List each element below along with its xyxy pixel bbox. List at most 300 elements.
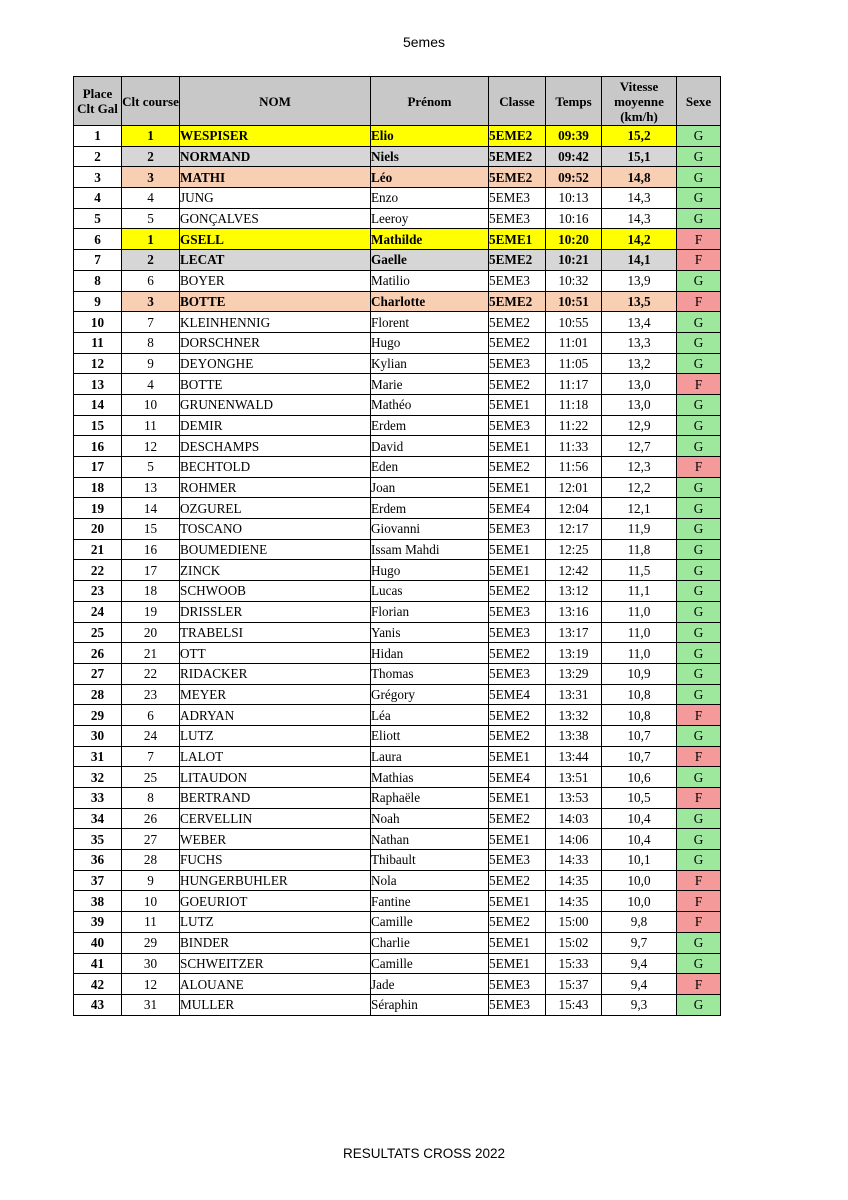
classe-cell: 5EME1 bbox=[489, 477, 546, 498]
table-row bbox=[74, 912, 721, 933]
clt-course-cell: 7 bbox=[122, 312, 180, 333]
clt-course-cell: 10 bbox=[122, 891, 180, 912]
nom-cell: BOTTE bbox=[180, 374, 371, 395]
nom-cell: LITAUDON bbox=[180, 767, 371, 788]
prenom-cell: Leeroy bbox=[371, 208, 489, 229]
vitesse-cell: 14,8 bbox=[602, 167, 677, 188]
nom-cell: GSELL bbox=[180, 229, 371, 250]
nom-cell: GRUNENWALD bbox=[180, 394, 371, 415]
table-row bbox=[74, 312, 721, 333]
sexe-cell: G bbox=[677, 850, 721, 871]
place-cell: 16 bbox=[74, 436, 122, 457]
classe-cell: 5EME1 bbox=[489, 436, 546, 457]
classe-cell: 5EME2 bbox=[489, 332, 546, 353]
vitesse-cell: 9,4 bbox=[602, 974, 677, 995]
nom-cell: ZINCK bbox=[180, 560, 371, 581]
clt-course-cell: 18 bbox=[122, 581, 180, 602]
place-cell: 30 bbox=[74, 725, 122, 746]
prenom-cell: Laura bbox=[371, 746, 489, 767]
clt-course-cell: 2 bbox=[122, 146, 180, 167]
classe-cell: 5EME2 bbox=[489, 312, 546, 333]
vitesse-cell: 11,0 bbox=[602, 622, 677, 643]
header-place: Place Clt Gal bbox=[74, 77, 122, 126]
prenom-cell: Gaelle bbox=[371, 250, 489, 271]
temps-cell: 13:31 bbox=[546, 684, 602, 705]
table-row bbox=[74, 332, 721, 353]
temps-cell: 11:33 bbox=[546, 436, 602, 457]
temps-cell: 15:33 bbox=[546, 953, 602, 974]
classe-cell: 5EME3 bbox=[489, 622, 546, 643]
clt-course-cell: 17 bbox=[122, 560, 180, 581]
temps-cell: 15:00 bbox=[546, 912, 602, 933]
prenom-cell: Niels bbox=[371, 146, 489, 167]
nom-cell: GONÇALVES bbox=[180, 208, 371, 229]
prenom-cell: Hidan bbox=[371, 643, 489, 664]
temps-cell: 12:42 bbox=[546, 560, 602, 581]
temps-cell: 13:32 bbox=[546, 705, 602, 726]
temps-cell: 09:42 bbox=[546, 146, 602, 167]
table-row bbox=[74, 643, 721, 664]
classe-cell: 5EME2 bbox=[489, 457, 546, 478]
temps-cell: 10:21 bbox=[546, 250, 602, 271]
vitesse-cell: 14,1 bbox=[602, 250, 677, 271]
clt-course-cell: 15 bbox=[122, 519, 180, 540]
classe-cell: 5EME1 bbox=[489, 394, 546, 415]
table-row bbox=[74, 788, 721, 809]
nom-cell: WESPISER bbox=[180, 126, 371, 147]
clt-course-cell: 16 bbox=[122, 539, 180, 560]
clt-course-cell: 4 bbox=[122, 374, 180, 395]
table-row bbox=[74, 457, 721, 478]
nom-cell: BOUMEDIENE bbox=[180, 539, 371, 560]
sexe-cell: G bbox=[677, 477, 721, 498]
sexe-cell: G bbox=[677, 436, 721, 457]
table-row bbox=[74, 622, 721, 643]
table-row bbox=[74, 974, 721, 995]
clt-course-cell: 1 bbox=[122, 229, 180, 250]
temps-cell: 12:04 bbox=[546, 498, 602, 519]
place-cell: 2 bbox=[74, 146, 122, 167]
prenom-cell: Thibault bbox=[371, 850, 489, 871]
sexe-cell: G bbox=[677, 932, 721, 953]
temps-cell: 15:43 bbox=[546, 994, 602, 1015]
sexe-cell: G bbox=[677, 684, 721, 705]
prenom-cell: Grégory bbox=[371, 684, 489, 705]
sexe-cell: G bbox=[677, 519, 721, 540]
vitesse-cell: 15,1 bbox=[602, 146, 677, 167]
nom-cell: WEBER bbox=[180, 829, 371, 850]
classe-cell: 5EME4 bbox=[489, 684, 546, 705]
vitesse-cell: 14,3 bbox=[602, 188, 677, 209]
nom-cell: BECHTOLD bbox=[180, 457, 371, 478]
prenom-cell: Eden bbox=[371, 457, 489, 478]
clt-course-cell: 4 bbox=[122, 188, 180, 209]
prenom-cell: Raphaële bbox=[371, 788, 489, 809]
prenom-cell: Camille bbox=[371, 953, 489, 974]
temps-cell: 13:12 bbox=[546, 581, 602, 602]
place-cell: 7 bbox=[74, 250, 122, 271]
prenom-cell: Charlie bbox=[371, 932, 489, 953]
sexe-cell: G bbox=[677, 167, 721, 188]
place-cell: 25 bbox=[74, 622, 122, 643]
table-row bbox=[74, 415, 721, 436]
nom-cell: LECAT bbox=[180, 250, 371, 271]
sexe-cell: G bbox=[677, 353, 721, 374]
sexe-cell: G bbox=[677, 663, 721, 684]
place-cell: 14 bbox=[74, 394, 122, 415]
table-row bbox=[74, 870, 721, 891]
temps-cell: 12:01 bbox=[546, 477, 602, 498]
temps-cell: 13:53 bbox=[546, 788, 602, 809]
classe-cell: 5EME1 bbox=[489, 229, 546, 250]
place-cell: 39 bbox=[74, 912, 122, 933]
table-row bbox=[74, 560, 721, 581]
prenom-cell: Kylian bbox=[371, 353, 489, 374]
temps-cell: 13:38 bbox=[546, 725, 602, 746]
table-row bbox=[74, 188, 721, 209]
sexe-cell: G bbox=[677, 146, 721, 167]
clt-course-cell: 2 bbox=[122, 250, 180, 271]
header-vitesse: Vitesse moyenne (km/h) bbox=[602, 77, 677, 126]
vitesse-cell: 14,3 bbox=[602, 208, 677, 229]
prenom-cell: Léo bbox=[371, 167, 489, 188]
table-row bbox=[74, 167, 721, 188]
temps-cell: 14:35 bbox=[546, 870, 602, 891]
table-row bbox=[74, 601, 721, 622]
vitesse-cell: 10,4 bbox=[602, 808, 677, 829]
prenom-cell: Noah bbox=[371, 808, 489, 829]
sexe-cell: G bbox=[677, 808, 721, 829]
temps-cell: 13:17 bbox=[546, 622, 602, 643]
header-temps: Temps bbox=[546, 77, 602, 126]
nom-cell: KLEINHENNIG bbox=[180, 312, 371, 333]
sexe-cell: G bbox=[677, 126, 721, 147]
place-cell: 42 bbox=[74, 974, 122, 995]
place-cell: 18 bbox=[74, 477, 122, 498]
classe-cell: 5EME2 bbox=[489, 374, 546, 395]
temps-cell: 15:37 bbox=[546, 974, 602, 995]
nom-cell: FUCHS bbox=[180, 850, 371, 871]
vitesse-cell: 13,9 bbox=[602, 270, 677, 291]
table-header-row bbox=[74, 77, 721, 126]
table-row bbox=[74, 291, 721, 312]
vitesse-cell: 12,2 bbox=[602, 477, 677, 498]
sexe-cell: G bbox=[677, 767, 721, 788]
sexe-cell: F bbox=[677, 374, 721, 395]
table-row bbox=[74, 270, 721, 291]
sexe-cell: G bbox=[677, 312, 721, 333]
prenom-cell: Florent bbox=[371, 312, 489, 333]
place-cell: 15 bbox=[74, 415, 122, 436]
place-cell: 28 bbox=[74, 684, 122, 705]
nom-cell: ALOUANE bbox=[180, 974, 371, 995]
vitesse-cell: 10,4 bbox=[602, 829, 677, 850]
prenom-cell: Elio bbox=[371, 126, 489, 147]
vitesse-cell: 11,5 bbox=[602, 560, 677, 581]
header-prenom: Prénom bbox=[371, 77, 489, 126]
vitesse-cell: 10,0 bbox=[602, 870, 677, 891]
nom-cell: OZGUREL bbox=[180, 498, 371, 519]
vitesse-cell: 15,2 bbox=[602, 126, 677, 147]
classe-cell: 5EME2 bbox=[489, 126, 546, 147]
sexe-cell: F bbox=[677, 912, 721, 933]
table-row bbox=[74, 850, 721, 871]
temps-cell: 10:16 bbox=[546, 208, 602, 229]
clt-course-cell: 26 bbox=[122, 808, 180, 829]
clt-course-cell: 3 bbox=[122, 167, 180, 188]
temps-cell: 14:35 bbox=[546, 891, 602, 912]
results-table bbox=[73, 76, 721, 1016]
table-row bbox=[74, 994, 721, 1015]
classe-cell: 5EME1 bbox=[489, 953, 546, 974]
table-row bbox=[74, 498, 721, 519]
table-row bbox=[74, 394, 721, 415]
place-cell: 1 bbox=[74, 126, 122, 147]
sexe-cell: G bbox=[677, 208, 721, 229]
place-cell: 29 bbox=[74, 705, 122, 726]
temps-cell: 13:51 bbox=[546, 767, 602, 788]
nom-cell: LALOT bbox=[180, 746, 371, 767]
sexe-cell: G bbox=[677, 498, 721, 519]
prenom-cell: Joan bbox=[371, 477, 489, 498]
table-row bbox=[74, 932, 721, 953]
classe-cell: 5EME3 bbox=[489, 663, 546, 684]
place-cell: 4 bbox=[74, 188, 122, 209]
classe-cell: 5EME2 bbox=[489, 643, 546, 664]
prenom-cell: Hugo bbox=[371, 332, 489, 353]
place-cell: 13 bbox=[74, 374, 122, 395]
sexe-cell: G bbox=[677, 270, 721, 291]
prenom-cell: Mathilde bbox=[371, 229, 489, 250]
sexe-cell: F bbox=[677, 788, 721, 809]
vitesse-cell: 9,4 bbox=[602, 953, 677, 974]
clt-course-cell: 12 bbox=[122, 436, 180, 457]
vitesse-cell: 13,4 bbox=[602, 312, 677, 333]
clt-course-cell: 3 bbox=[122, 291, 180, 312]
place-cell: 41 bbox=[74, 953, 122, 974]
nom-cell: GOEURIOT bbox=[180, 891, 371, 912]
prenom-cell: Jade bbox=[371, 974, 489, 995]
classe-cell: 5EME3 bbox=[489, 519, 546, 540]
clt-course-cell: 7 bbox=[122, 746, 180, 767]
clt-course-cell: 13 bbox=[122, 477, 180, 498]
place-cell: 9 bbox=[74, 291, 122, 312]
vitesse-cell: 13,0 bbox=[602, 394, 677, 415]
prenom-cell: Marie bbox=[371, 374, 489, 395]
place-cell: 34 bbox=[74, 808, 122, 829]
sexe-cell: G bbox=[677, 415, 721, 436]
sexe-cell: G bbox=[677, 539, 721, 560]
vitesse-cell: 13,2 bbox=[602, 353, 677, 374]
table-row bbox=[74, 519, 721, 540]
table-row bbox=[74, 146, 721, 167]
prenom-cell: Hugo bbox=[371, 560, 489, 581]
sexe-cell: F bbox=[677, 891, 721, 912]
table-row bbox=[74, 250, 721, 271]
table-row bbox=[74, 746, 721, 767]
header-nom: NOM bbox=[180, 77, 371, 126]
vitesse-cell: 10,6 bbox=[602, 767, 677, 788]
nom-cell: DEMIR bbox=[180, 415, 371, 436]
classe-cell: 5EME1 bbox=[489, 829, 546, 850]
clt-course-cell: 6 bbox=[122, 270, 180, 291]
table-row bbox=[74, 126, 721, 147]
place-cell: 31 bbox=[74, 746, 122, 767]
temps-cell: 09:52 bbox=[546, 167, 602, 188]
clt-course-cell: 9 bbox=[122, 353, 180, 374]
clt-course-cell: 12 bbox=[122, 974, 180, 995]
classe-cell: 5EME4 bbox=[489, 498, 546, 519]
sexe-cell: G bbox=[677, 560, 721, 581]
nom-cell: TOSCANO bbox=[180, 519, 371, 540]
vitesse-cell: 9,8 bbox=[602, 912, 677, 933]
clt-course-cell: 21 bbox=[122, 643, 180, 664]
vitesse-cell: 9,3 bbox=[602, 994, 677, 1015]
prenom-cell: Mathéo bbox=[371, 394, 489, 415]
place-cell: 36 bbox=[74, 850, 122, 871]
sexe-cell: F bbox=[677, 870, 721, 891]
classe-cell: 5EME1 bbox=[489, 746, 546, 767]
page-footer: RESULTATS CROSS 2022 bbox=[342, 1146, 506, 1161]
nom-cell: DEYONGHE bbox=[180, 353, 371, 374]
prenom-cell: Thomas bbox=[371, 663, 489, 684]
table-row bbox=[74, 953, 721, 974]
nom-cell: NORMAND bbox=[180, 146, 371, 167]
clt-course-cell: 11 bbox=[122, 415, 180, 436]
place-cell: 21 bbox=[74, 539, 122, 560]
prenom-cell: Enzo bbox=[371, 188, 489, 209]
clt-course-cell: 31 bbox=[122, 994, 180, 1015]
nom-cell: BERTRAND bbox=[180, 788, 371, 809]
classe-cell: 5EME1 bbox=[489, 891, 546, 912]
classe-cell: 5EME3 bbox=[489, 353, 546, 374]
prenom-cell: David bbox=[371, 436, 489, 457]
place-cell: 11 bbox=[74, 332, 122, 353]
sexe-cell: G bbox=[677, 394, 721, 415]
clt-course-cell: 22 bbox=[122, 663, 180, 684]
temps-cell: 11:18 bbox=[546, 394, 602, 415]
clt-course-cell: 6 bbox=[122, 705, 180, 726]
table-row bbox=[74, 353, 721, 374]
temps-cell: 13:19 bbox=[546, 643, 602, 664]
clt-course-cell: 5 bbox=[122, 208, 180, 229]
vitesse-cell: 12,1 bbox=[602, 498, 677, 519]
place-cell: 40 bbox=[74, 932, 122, 953]
place-cell: 6 bbox=[74, 229, 122, 250]
vitesse-cell: 12,7 bbox=[602, 436, 677, 457]
prenom-cell: Matilio bbox=[371, 270, 489, 291]
clt-course-cell: 20 bbox=[122, 622, 180, 643]
table-row bbox=[74, 539, 721, 560]
table-row bbox=[74, 705, 721, 726]
sexe-cell: G bbox=[677, 725, 721, 746]
classe-cell: 5EME2 bbox=[489, 291, 546, 312]
temps-cell: 11:17 bbox=[546, 374, 602, 395]
classe-cell: 5EME2 bbox=[489, 870, 546, 891]
clt-course-cell: 14 bbox=[122, 498, 180, 519]
nom-cell: TRABELSI bbox=[180, 622, 371, 643]
prenom-cell: Léa bbox=[371, 705, 489, 726]
prenom-cell: Issam Mahdi bbox=[371, 539, 489, 560]
vitesse-cell: 11,1 bbox=[602, 581, 677, 602]
vitesse-cell: 14,2 bbox=[602, 229, 677, 250]
results-table-body bbox=[74, 126, 721, 1016]
header-clt-course: Clt course bbox=[122, 77, 180, 126]
place-cell: 23 bbox=[74, 581, 122, 602]
temps-cell: 15:02 bbox=[546, 932, 602, 953]
temps-cell: 11:56 bbox=[546, 457, 602, 478]
nom-cell: MULLER bbox=[180, 994, 371, 1015]
table-row bbox=[74, 229, 721, 250]
temps-cell: 11:01 bbox=[546, 332, 602, 353]
nom-cell: BOYER bbox=[180, 270, 371, 291]
table-row bbox=[74, 374, 721, 395]
sexe-cell: F bbox=[677, 229, 721, 250]
vitesse-cell: 11,0 bbox=[602, 601, 677, 622]
prenom-cell: Nola bbox=[371, 870, 489, 891]
nom-cell: JUNG bbox=[180, 188, 371, 209]
vitesse-cell: 10,7 bbox=[602, 725, 677, 746]
sexe-cell: G bbox=[677, 829, 721, 850]
table-row bbox=[74, 581, 721, 602]
nom-cell: DESCHAMPS bbox=[180, 436, 371, 457]
clt-course-cell: 27 bbox=[122, 829, 180, 850]
prenom-cell: Nathan bbox=[371, 829, 489, 850]
clt-course-cell: 28 bbox=[122, 850, 180, 871]
classe-cell: 5EME1 bbox=[489, 560, 546, 581]
classe-cell: 5EME3 bbox=[489, 850, 546, 871]
vitesse-cell: 11,9 bbox=[602, 519, 677, 540]
classe-cell: 5EME2 bbox=[489, 250, 546, 271]
classe-cell: 5EME3 bbox=[489, 208, 546, 229]
classe-cell: 5EME3 bbox=[489, 270, 546, 291]
sexe-cell: F bbox=[677, 250, 721, 271]
vitesse-cell: 13,0 bbox=[602, 374, 677, 395]
prenom-cell: Lucas bbox=[371, 581, 489, 602]
nom-cell: RIDACKER bbox=[180, 663, 371, 684]
nom-cell: DRISSLER bbox=[180, 601, 371, 622]
prenom-cell: Séraphin bbox=[371, 994, 489, 1015]
place-cell: 38 bbox=[74, 891, 122, 912]
place-cell: 17 bbox=[74, 457, 122, 478]
vitesse-cell: 13,5 bbox=[602, 291, 677, 312]
place-cell: 20 bbox=[74, 519, 122, 540]
vitesse-cell: 10,0 bbox=[602, 891, 677, 912]
table-row bbox=[74, 436, 721, 457]
table-row bbox=[74, 477, 721, 498]
classe-cell: 5EME3 bbox=[489, 188, 546, 209]
place-cell: 37 bbox=[74, 870, 122, 891]
table-row bbox=[74, 808, 721, 829]
place-cell: 27 bbox=[74, 663, 122, 684]
classe-cell: 5EME2 bbox=[489, 912, 546, 933]
sexe-cell: G bbox=[677, 622, 721, 643]
place-cell: 12 bbox=[74, 353, 122, 374]
classe-cell: 5EME2 bbox=[489, 705, 546, 726]
temps-cell: 10:51 bbox=[546, 291, 602, 312]
clt-course-cell: 8 bbox=[122, 332, 180, 353]
vitesse-cell: 9,7 bbox=[602, 932, 677, 953]
clt-course-cell: 25 bbox=[122, 767, 180, 788]
temps-cell: 14:03 bbox=[546, 808, 602, 829]
classe-cell: 5EME3 bbox=[489, 994, 546, 1015]
place-cell: 33 bbox=[74, 788, 122, 809]
classe-cell: 5EME2 bbox=[489, 581, 546, 602]
vitesse-cell: 10,5 bbox=[602, 788, 677, 809]
prenom-cell: Yanis bbox=[371, 622, 489, 643]
prenom-cell: Fantine bbox=[371, 891, 489, 912]
clt-course-cell: 29 bbox=[122, 932, 180, 953]
